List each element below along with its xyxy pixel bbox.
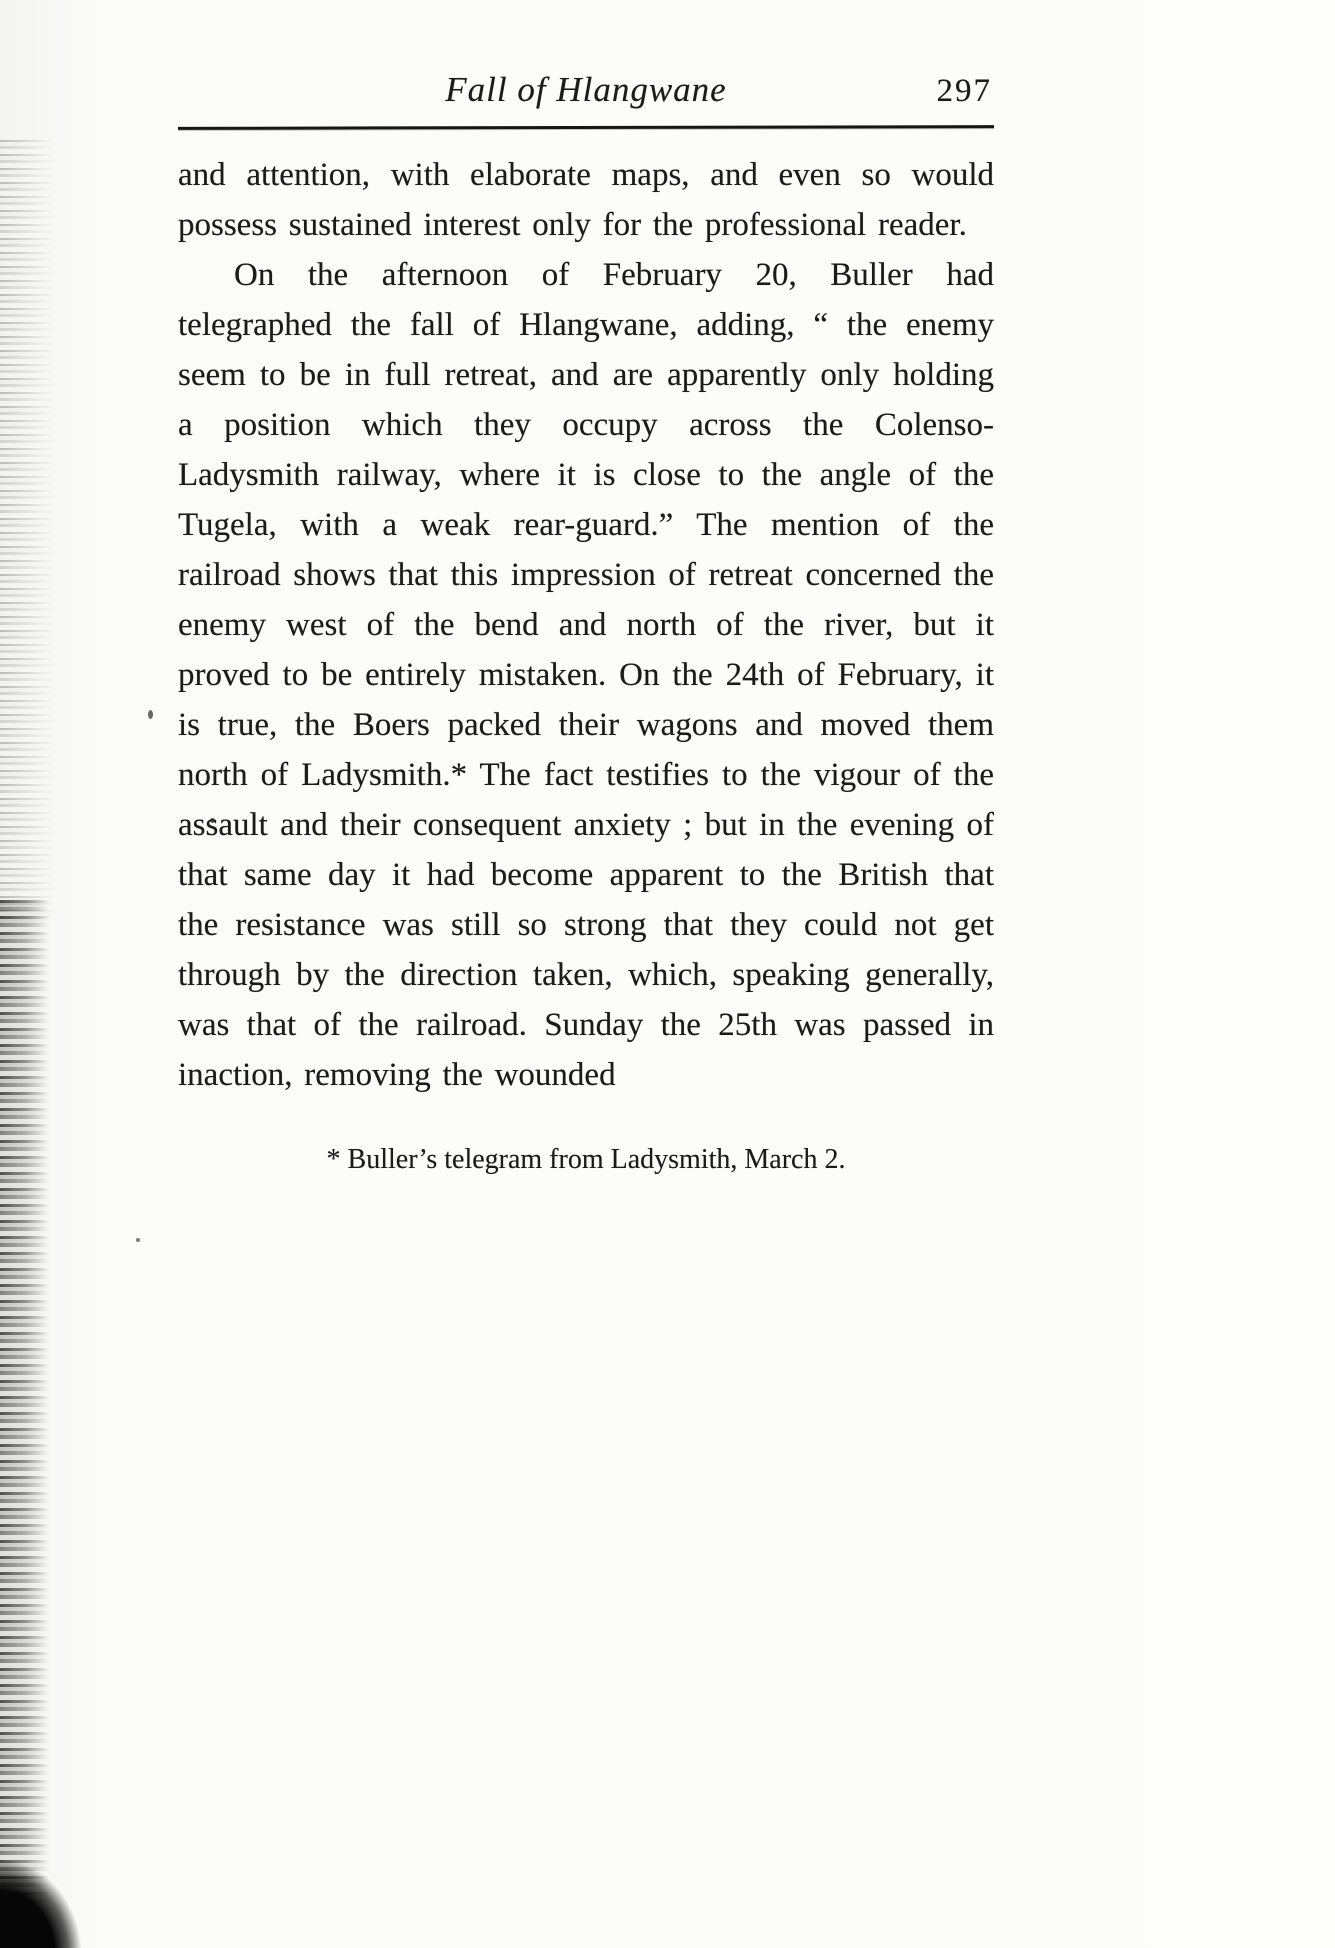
scan-speck — [136, 1238, 140, 1242]
paragraph-continuation: and attention, with elaborate maps, and even so would possess sustained interest only for the professional reader. — [178, 157, 994, 243]
body-text — [178, 150, 994, 1100]
page-content — [178, 70, 994, 1204]
paragraph-main: On the afternoon of February 20, Buller had telegraphed the fall of Hlangwane, adding, “ the enemy seem to be in full retreat, and are apparently only holding a position which they occupy across the Colenso-Ladysmith railway, where it is close to the angle of the Tugela, with a weak rear-guard.” The mention of the railroad shows that this impression of retreat concerned the enemy west of the bend and north of the river, but it proved to be entirely mistaken. On the 24th of February, it is true, the Boers packed their wagons and moved them north of Ladysmith.* The fact testifies to the vigour of the assault and their consequent anxiety ; but in the evening of that same day it had become apparent to the British that the resistance was still so strong that they could not get through by the direction taken, which, speaking generally, was that of the railroad. Sunday the 25th was passed in inaction, removing the wounded — [178, 257, 994, 1093]
scan-speck — [148, 710, 153, 719]
scan-artifact-left-edge-dark — [0, 900, 52, 1948]
header-rule — [178, 125, 994, 130]
footnote: * Buller’s telegram from Ladysmith, March 2. — [326, 1144, 846, 1175]
scan-artifact-left-edge — [0, 140, 58, 920]
running-title: Fall of Hlangwane — [445, 70, 727, 109]
scan-artifact-corner-blob — [0, 1818, 110, 1948]
page-header — [178, 70, 994, 120]
page-number: 297 — [936, 73, 992, 109]
